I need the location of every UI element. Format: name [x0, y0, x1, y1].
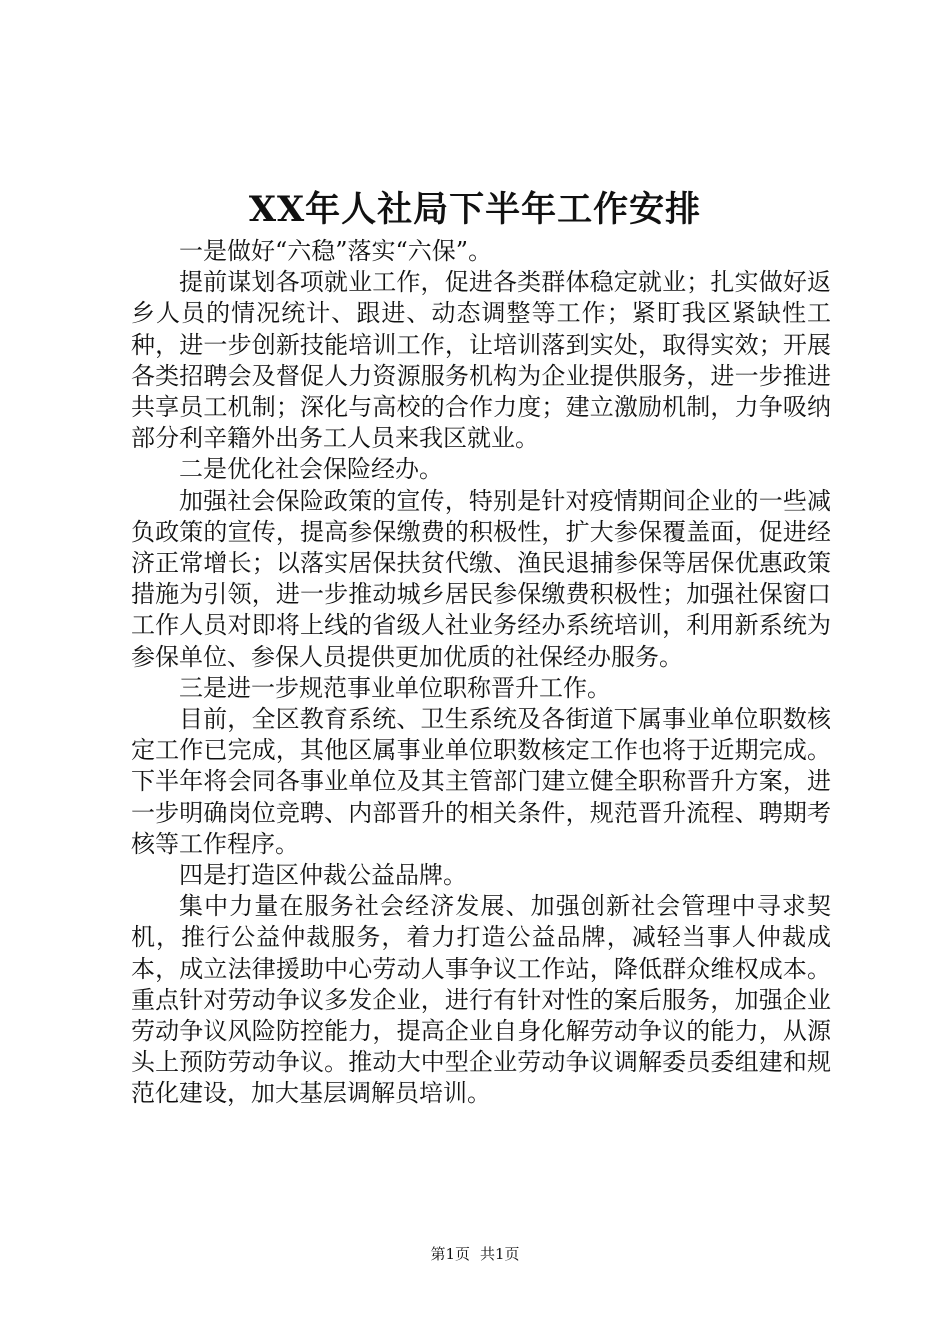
section-paragraph-4: 集中力量在服务社会经济发展、加强创新社会管理中寻求契机，推行公益仲裁服务，着力打造公益品牌，减轻当事人仲裁成本，成立法律援助中心劳动人事争议工作站，降低群众维权成本。重点针对劳动争议多发企业，进行有针对性的案后服务，加强企业劳动争议风险防控能力，提高企业自身化解劳动争议的能力，从源头上预防劳动争议。推动大中型企业劳动争议调解委员委组建和规范化建设，加大基层调解员培训。 — [131, 892, 831, 1108]
document-body — [131, 236, 831, 1110]
page-number: 第1页 — [430, 1245, 470, 1263]
page-footer — [0, 1244, 950, 1264]
section-paragraph-3: 目前，全区教育系统、卫生系统及各街道下属事业单位职数核定工作已完成，其他区属事业单位职数核定工作也将于近期完成。下半年将会同各事业单位及其主管部门建立健全职称晋升方案，进一步明确岗位竞聘、内部晋升的相关条件，规范晋升流程、聘期考核等工作程序。 — [131, 705, 831, 858]
page-title: XX年人社局下半年工作安排 — [248, 189, 702, 230]
section-heading-4: 四是打造区仲裁公益品牌。 — [179, 861, 467, 890]
section-heading-1: 一是做好“六稳”落实“六保”。 — [179, 237, 493, 265]
section-heading-3: 三是进一步规范事业单位职称晋升工作。 — [179, 673, 611, 702]
page-total: 共1页 — [480, 1245, 520, 1263]
section-paragraph-2: 加强社会保险政策的宣传，特别是针对疫情期间企业的一些减负政策的宣传，提高参保缴费的积极性，扩大参保覆盖面，促进经济正常增长；以落实居保扶贫代缴、渔民退捕参保等居保优惠政策措施为引领，进一步推动城乡居民参保缴费积极性；加强社保窗口工作人员对即将上线的省级人社业务经办系统培训，利用新系统为参保单位、参保人员提供更加优质的社保经办服务。 — [131, 486, 831, 671]
section-paragraph-1: 提前谋划各项就业工作，促进各类群体稳定就业；扎实做好返乡人员的情况统计、跟进、动态调整等工作；紧盯我区紧缺性工种，进一步创新技能培训工作，让培训落到实处，取得实效；开展各类招聘会及督促人力资源服务机构为企业提供服务，进一步推进共享员工机制；深化与高校的合作力度；建立激励机制，力争吸纳部分利辛籍外出务工人员来我区就业。 — [131, 268, 831, 453]
section-heading-2: 二是优化社会保险经办。 — [179, 455, 443, 484]
